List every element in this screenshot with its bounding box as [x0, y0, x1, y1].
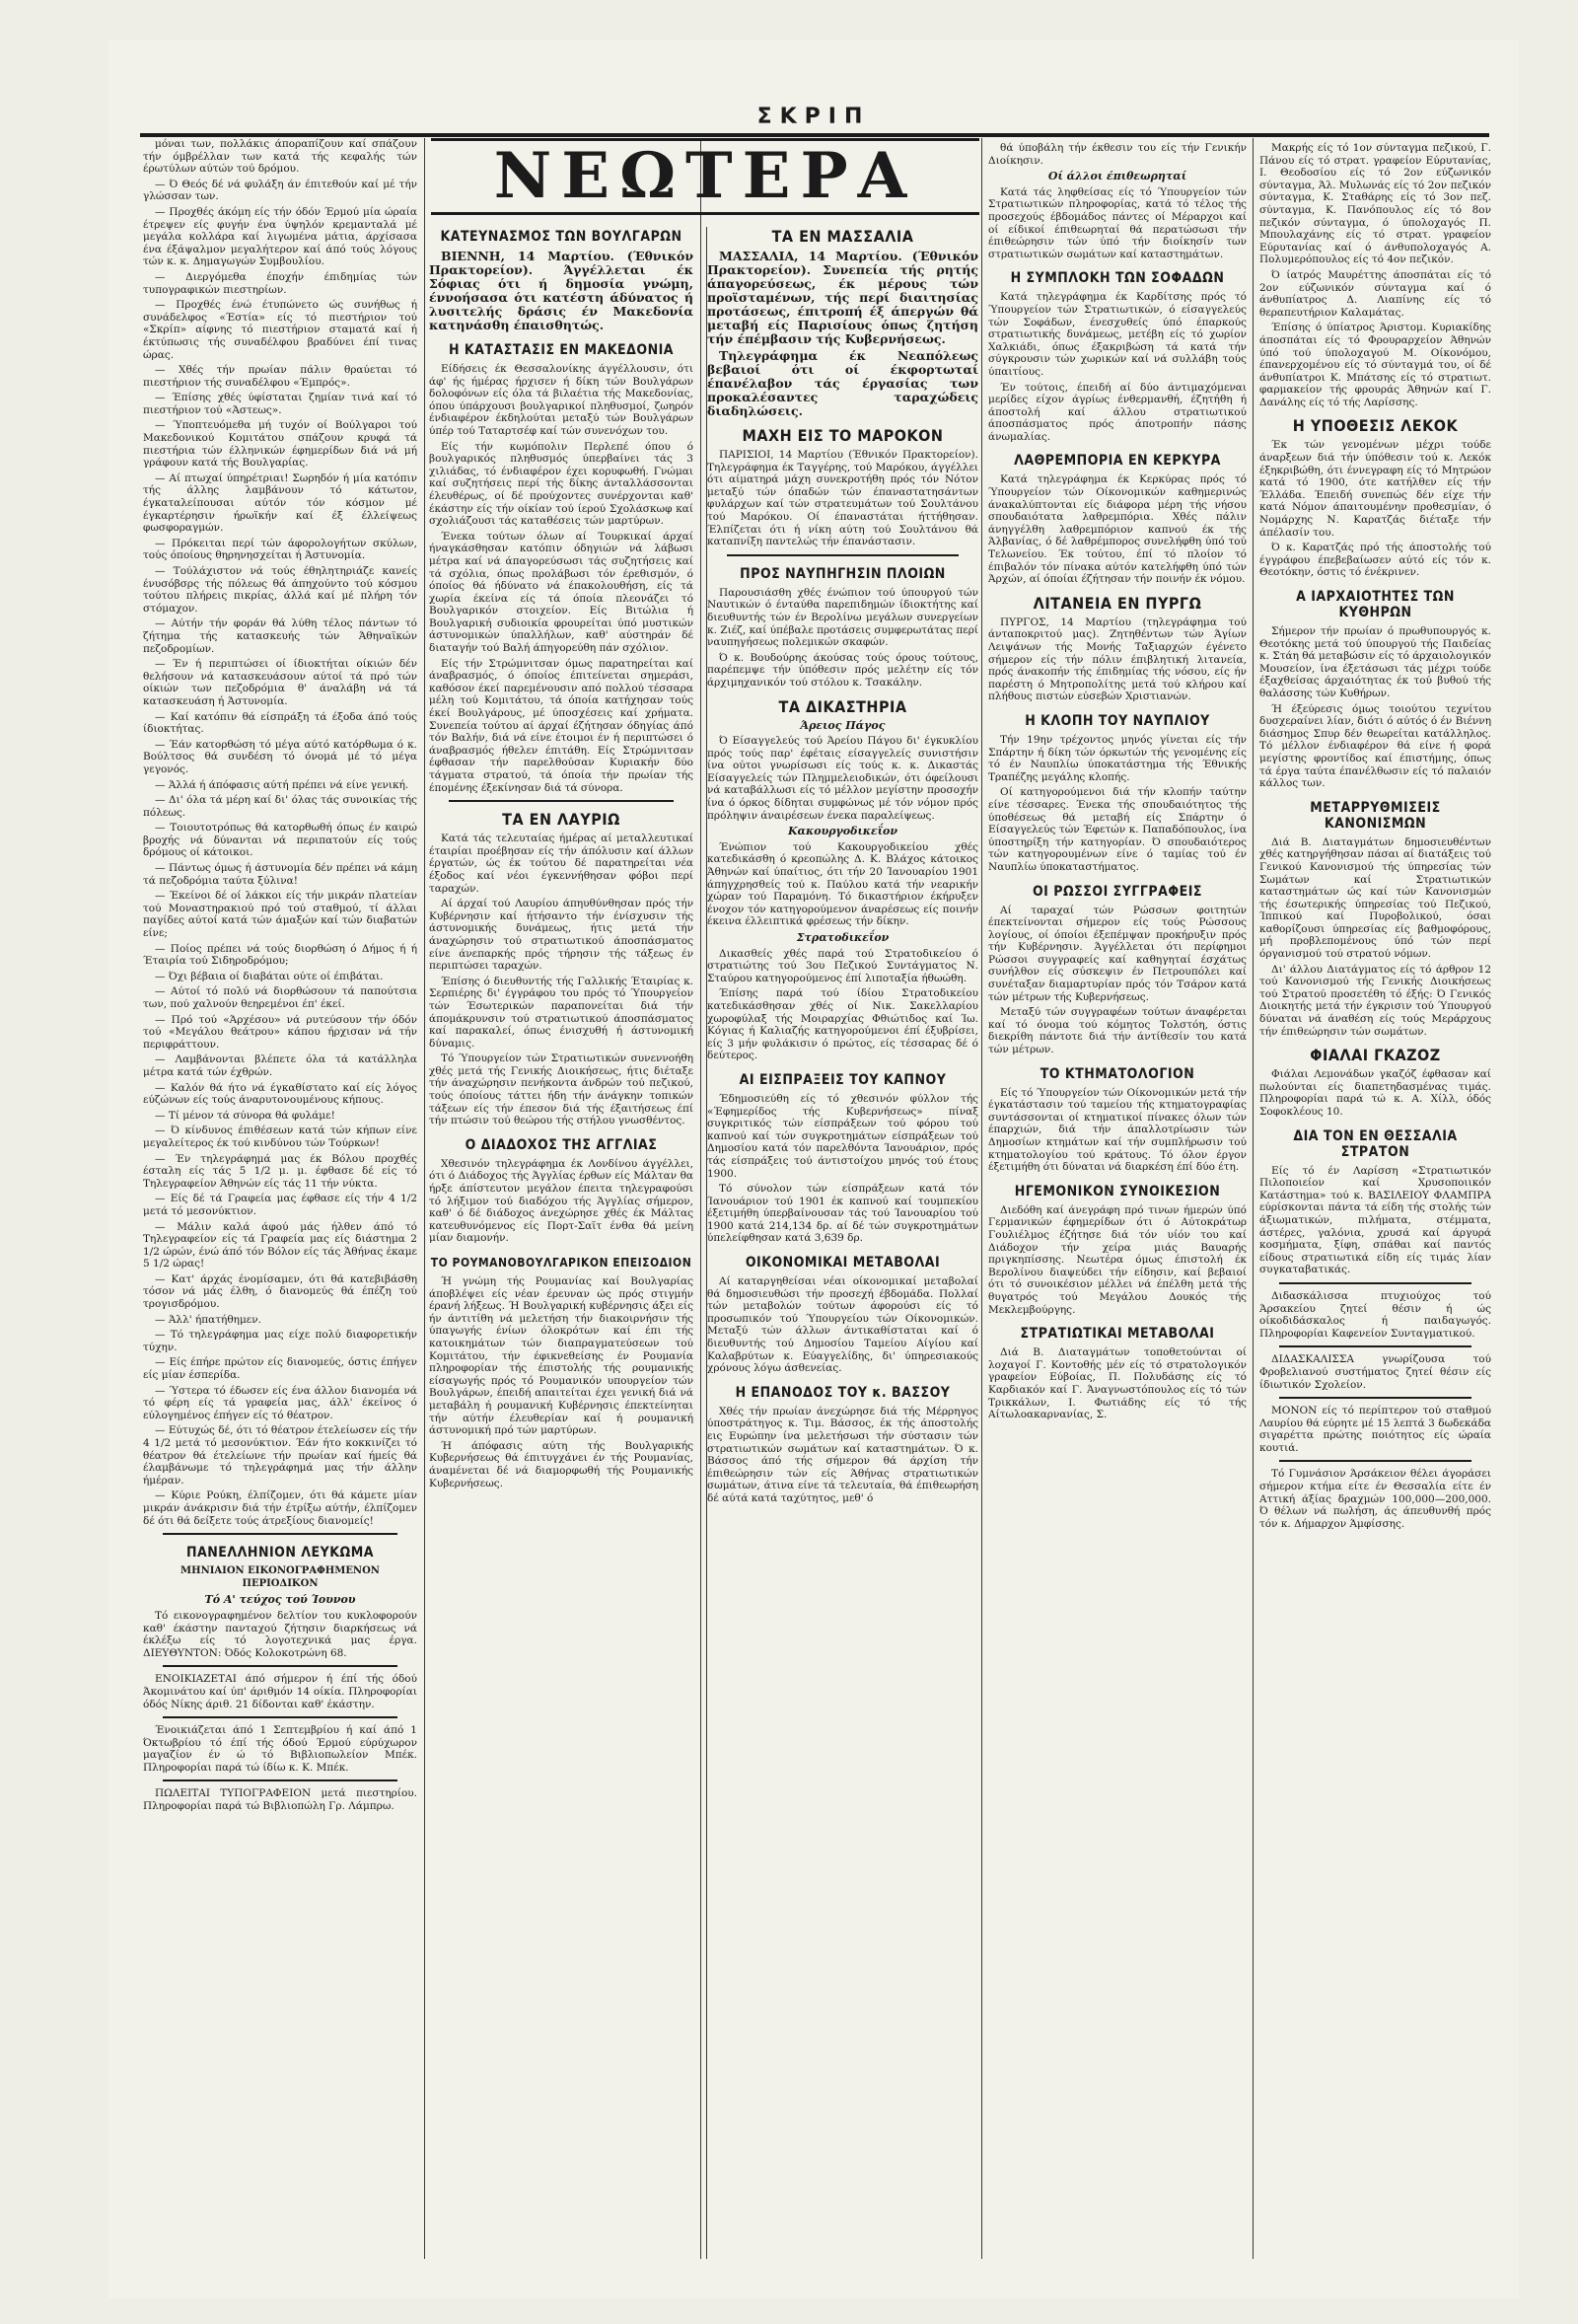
headline-nafplio: Η ΚΛΟΠΗ ΤΟΥ ΝΑΥΠΛΙΟΥ [1025, 712, 1210, 729]
article-paragraph: Χθές τήν πρωίαν άνεχώρησε διά τής Μέρρηγος ύποστράτηγος κ. Τιμ. Βάσσος, έκ τής άποστολής εις Ευρώπην ίνα μελετήσωσι τήν σύστασιν τών στρατιωτικών σωμάτων καί καταστημάτων. Ό κ. Βάσσος άπό τής σήμερον θά άρχίση τήν έπιθεώρησιν τών είς Άθήνας στρατιωτικών σωμάτων, άτινα είνε τά τελευταία, θά έπιθεωρήση δέ αύτά κατά ταχύτητος, μεθ' ό [707, 1405, 978, 1504]
ad-property: Τό Γυμνάσιον Άρσάκειον θέλει άγοράσει σήμερον κτήμα είτε έν Θεσσαλία είτε έν Αττική άξίας δραχμών 100,000—200,000. Ό θέλων νά πωλήση, άς άπευθυνθή πρός τόν κ. Δήμαρχον Άμφίσσης. [1259, 1468, 1491, 1530]
col5-p1: Ό ίατρός Μαυρέττης άποσπάται είς τό 2ον εύζωνικόν σύνταγμα καί ό άνθυπίατρος Δ. Λιαπίνης είς τό θεραπευτήριον Καλαμάτας. [1259, 268, 1491, 319]
body-sofades [988, 291, 1247, 443]
column-1-paragraph: — Έάν κατορθώση τό μέγα αύτό κατόρθωμα ό κ. Βούλτσος θά συνδέση τό όνομά μέ τό μέγα γεγονός. [143, 738, 417, 775]
column-1-paragraph: — Τοιουτοτρόπως θά κατορθωθή όπως έν καιρώ βροχής νά δύνανται νά περιπατούν είς τούς δρόμους οί κάτοικοι. [143, 822, 417, 859]
ad-rent-1: ΕΝΟΙΚΙΑΖΕΤΑΙ άπό σήμερον ή έπί τής όδού Άκομινάτου καί ύπ' άριθμόν 14 οίκία. Πληροφορίαι όδός Νίκης άριθ. 21 δίδονται καθ' έκάστην. [143, 1673, 417, 1710]
separator [163, 1665, 397, 1667]
column-5 [1259, 138, 1491, 2259]
column-1-paragraph: — Χθές τήν πρωίαν πάλιν θραύεται τό πιεστήριον τής συναδέλφου «Έμπρός». [143, 364, 417, 389]
article-paragraph: Ό Είσαγγελεύς τού Άρείου Πάγου δι' έγκυκλίου πρός τούς παρ' έφέταις είσαγγελείς συνιστήσιν ίνα ούτοι γνωρίσωσι είς τούς κ. κ. Δικαστάς Είσαγγελείς τών Πλημμελειοδικών, ότι όφείλουσι νά καταβάλλωσι είς τό μέλλον μεγίστην προσοχήν ίνα ό όρκος δίδηται συμφώνως μέ τόν νόμον πρός πρόληψιν άναιρέσεων ένεκα παραλείψεως. [707, 735, 978, 822]
body-lecoq [1259, 439, 1491, 579]
body-heir-england [429, 1158, 693, 1245]
section-banner [431, 138, 979, 215]
article-paragraph: Έπίσης ό διευθυντής τής Γαλλικής Έταιρίας κ. Σερπιέρης δι' έγγράφου του πρός τό Ύπουργείον τών Έσωτερικών παραπονείται διά τήν άπομάκρυνσιν τού στρατιωτικού άποσπάσματος καί παρακαλεί, όπως ένισχυθή ή άστυνομική δύναμις. [429, 975, 693, 1050]
column-1-paragraph: — Τί μένον τά σύνορα θά φυλάμε! [155, 1109, 335, 1122]
headline-romanian-bulgarian: ΤΟ ΡΟΥΜΑΝΟΒΟΥΛΓΑΡΙΚΟΝ ΕΠΕΙΣΟΔΙΟΝ [430, 1256, 692, 1270]
ad-print-shop: ΠΩΛΕΙΤΑΙ ΤΥΠΟΓΡΑΦΕΙΟΝ μετά πιεστηρίου. Πληροφορίαι παρά τώ Βιβλιοπώλη Γρ. Λάμπρω. [143, 1787, 417, 1813]
article-paragraph: Ή έξεύρεσις όμως τοιούτου τεχνίτου δυσχεραίνει λίαν, διότι ό αύτός ό έν Βιέννη διάσημος Σπυρ δέν θεωρείται κατάλληλος. Τό μέλλον ένδιαφέρον θά είνε ή φορά μεγίστης φροντίδος καί έπιστήμης, όπως τά έργα ταύτα έπανέλθωσιν είς τό παλαιόν κάλλος των. [1259, 702, 1491, 790]
article-paragraph: Έπίσης παρά τού ίδίου Στρατοδικείου κατεδικάσθησαν χθές οί Νικ. Σακελλαρίου χωροφύλαξ τής Μοιραρχίας Φθιώτιδος καί Ίω. Κόγιας ή Καλιαζής κατηγορούμενοι έπί έξυβρίσει, είς 3 μήν φυλάκισιν ό πρώτος, είς τέσσαρας δέ ό δεύτερος. [707, 987, 978, 1062]
subhead-stratodikeion: Στρατοδικεΐον [796, 931, 890, 944]
article-paragraph: ΠΥΡΓΟΣ, 14 Μαρτίου (τηλεγράφημα τού άνταποκριτού μας). Ζητηθέντων τών Άγίων Λειψάνων τής Μονής Ταξιαρχών έγένετο σήμερον είς τήν πόλιν έπιβλητική λιτανεία, πρός άνακοπήν τής έπιδημίας τής νόσου, είς ήν παρέστη ό Μητροπολίτης μετά τού κλήρου καί πλήθους πιστών εύσεβών Χριστιανών. [988, 616, 1247, 703]
article-paragraph: Αί ταραχαί τών Ρώσσων φοιτητών έπεκτείνονται σήμερον είς τούς Ρώσσους λογίους, οί όποίοι έξεπέμψαν προκήρυξιν πρός τήν Κυβέρνησιν. Άγγέλλεται ότι περίφημοι Ρώσσοι συγγραφείς καί καθηγηταί έσχάτως συνήλθον είς σύσκεψιν έν Πετρουπόλει καί συνέταξαν διαμαρτυρίαν πρός τόν Τσάρον κατά τών μέτρων τής Κυβερνήσεως. [988, 904, 1247, 1003]
body-military-changes [988, 1346, 1247, 1421]
column-1-paragraph: — Άλλά ή άπόφασις αύτή πρέπει νά είνε γενική. [155, 778, 409, 791]
article-paragraph: Έδημοσιεύθη είς τό χθεσινόν φύλλον τής «Έφημερίδος τής Κυβερνήσεως» πίναξ συγκριτικός τών είσπράξεων τού φόρου τού καπνού καί τών συγκροτημάτων είσπράξεων τού Δημοσίου κατά τόν παρελθόντα Ίανουάριον, πρός τάς είσπράξεις τού άντιστοίχου μηνός τού έτους 1900. [707, 1092, 978, 1180]
headline-shipbuilding: ΠΡΟΣ ΝΑΥΠΗΓΗΣΙΝ ΠΛΟΙΩΝ [740, 565, 946, 582]
body-nafplio [988, 734, 1247, 874]
article-paragraph: Δι' άλλου Διατάγματος είς τό άρθρον 12 τού Κανονισμού τής Γενικής Διοικήσεως τού Στρατού προσετέθη τό έξής: Ό Γενικός Διοικητής μετά τήν έγκρισιν τού Ύπουργού δύναται νά άναθέση είς τούς Μεράρχους τήν έπιθεώρησιν τών σωμάτων. [1259, 963, 1491, 1038]
article-paragraph: Σήμερον τήν πρωίαν ό πρωθυπουργός κ. Θεοτόκης μετά τού ύπουργού τής Παιδείας κ. Στάη θά μεταβώσιν είς τό άρχαιολογικόν Μουσείον, ίνα έξετάσωσι τάς μέχρι τούδε έξαχθείσας άρχαιότητας έκ τού βυθού τής θαλάσσης τών Κυθήρων. [1259, 625, 1491, 699]
body-kythira [1259, 625, 1491, 790]
col4-cont: θά ύποβάλη τήν έκθεσιν του είς τήν Γενικήν Διοίκησιν. [988, 142, 1247, 167]
separator [449, 800, 674, 802]
column-1-paragraph: — Ό κίνδυνος έπιθέσεων κατά τών κήπων είνε μεγαλείτερος έκ τού κινδύνου τών Τούρκων! [143, 1125, 417, 1149]
article-paragraph: Κατά τηλεγράφημα έκ Καρδίτσης πρός τό Ύπουργείον τών Στρατιωτικών, ό είσαγγελεύς τών Σοφάδων, ένεσχυθείς ύπό έπαρκούς στρατιωτικής δυνάμεως, μετέβη είς τό χωρίον Χαλκιάδι, όπως έξακριβώση τά κατά τήν σύγκρουσιν τών χωρικών καί νά συλλάβη τούς ύπαιτίους. [988, 291, 1247, 378]
subhead-kakourgodikeion: Κακουργοδικεΐον [787, 825, 898, 838]
ad-cigarettes: ΜΟΝΟΝ είς τό περίπτερον τού σταθμού Λαυρίου θά εύρητε μέ 15 λεπτά 3 δωδεκάδα σιγαρέττα πρώτης ποιότητος είς ώραία κουτιά. [1259, 1405, 1491, 1454]
headline-sofades: Η ΣΥΜΠΛΟΚΗ ΤΩΝ ΣΟΦΑΔΩΝ [1010, 270, 1225, 287]
headline-military-changes: ΣΤΡΑΤΙΩΤΙΚΑΙ ΜΕΤΑΒΟΛΑΙ [1020, 1326, 1215, 1343]
headline-marseille: ΤΑ ΕΝ ΜΑΣΣΑΛΙΑ [771, 227, 914, 246]
article-paragraph: Αί άρχαί τού Λαυρίου άπηυθύνθησαν πρός τήν Κυβέρνησιν καί ήτήσαντο τήν ένίσχυσιν τής άστυνομικής δυνάμεως, ήτις μετά τήν άναχώρησιν τού στρατιωτικού άποσπάσματος είνε άνεπαρκής πρός τήρησιν τής τάξεως έν περιπτώσει ταραχών. [429, 898, 693, 973]
subhead-inspectors: Οί άλλοι έπιθεωρηταί [1047, 170, 1187, 183]
body-areios-pagos [707, 735, 978, 822]
body-finance-changes [707, 1275, 978, 1375]
ad-panellinion-sub: ΜΗΝΙΑΙΟΝ ΕΙΚΟΝΟΓΡΑΦΗΜΕΝΟΝ ΠΕΡΙΟΔΙΚΟΝ [180, 1565, 380, 1589]
column-1-paragraph: — Αύτοί τό πολύ νά διορθώσουν τά παπούτσια των, πού χαλνούν θεηρεμένοι έπ' έκεί. [143, 985, 417, 1010]
body-kakourgodikeion [707, 841, 978, 928]
body-macedonia [429, 363, 693, 794]
article-paragraph: Ένεκα τούτων όλων αί Τουρκικαί άρχαί ήναγκάσθησαν κατόπιν όδηγιών νά λάβωσι μέτρα καί νά άπαγορεύσωσι τάς συζητήσεις καί τά σχόλια, όπως προλάβωσι τόν έρεθισμόν, ό όποίος θά ήδύνατο νά έπακολουθήση, είς τά χωρία έκείνα είς τά όποία πλεονάζει τό Βουλγαρικόν στοιχείον. Είς Βιτώλια ή Βουλγαρική συδιοικία φρουρείται ύπό μυστικών άστυνομικών ύπαλλήλων, καθ' αύστηράν δέ διαταγήν τού Βαλή άπηγορεύθη πάν σχόλιον. [429, 530, 693, 655]
article-paragraph: Ό κ. Καρατζάς πρό τής άποστολής τού έγγράφου έπεβεβαίωσεν αύτό είς τόν κ. Θεοτόκην, όστις τό ένέκρινεν. [1259, 542, 1491, 579]
body-corfu-smuggling [988, 473, 1247, 585]
body-pyrgos [988, 617, 1247, 703]
lead-marseille-2: Τηλεγράφημα έκ Νεαπόλεως βεβαιοί ότι οί έκφορτωταί έπανέλαβον τάς έργασίας των προκαλέσαντες ταραχώδεις διαδηλώσεις. [707, 348, 978, 418]
headline-courts: ΤΑ ΔΙΚΑΣΤΗΡΙΑ [778, 696, 907, 716]
article-paragraph: Ή άπόφασις αύτη τής Βουλγαρικής Κυβερνήσεως θά έπιτυγχάνει έν τής Ρουμανίας, άναμένεται δέ νά διαμορφωθή τής Ρουμανικής Κυβερνήσεως. [429, 1439, 693, 1489]
column-1-paragraph: — Έπίσης χθές ύφίσταται ζημίαν τινά καί τό πιεστήριον τού «Άστεως». [143, 392, 417, 416]
article-paragraph: Τό Ύπουργείον τών Στρατιωτικών συνεννοήθη χθές μετά τής Γενικής Διοικήσεως, ήτις διέταξε τήν άναχώρησιν πενήκοντα άνδρών τού πεζικού, τούς όποίους τάττει ήδη τήν άνάγκην τοπικών τάξεων είς τήν έπεσον διά τής έξαιτήσεως έπί τήν πτώσιν τού θεώρου τής στήλου γνωσθέντος. [429, 1053, 693, 1127]
separator [1279, 1397, 1471, 1399]
article-paragraph: Ένώπιον τού Κακουργοδικείου χθές κατεδικάσθη ό κρεοπώλης Δ. Κ. Βλάχος κάτοικος Άθηνών καί ύπαίτιος, ότι τήν 20 Ίανουαρίου 1901 άπηγχρησθείς τού κ. Παύλου κατά τήν νεαρικήν χώραν τού Παραμόνη. Τό δικαστήριον έκήρυξεν ένοχον τόν κατηγορούμενον άναρέσεως είς ποινήν έκεινα έλλειπτικά φρέσεως τήν δίκην. [707, 840, 978, 928]
headline-tobacco: ΑΙ ΕΙΣΠΡΑΞΕΙΣ ΤΟΥ ΚΑΠΝΟΥ [739, 1071, 947, 1088]
column-1-paragraph: — Τό τηλεγράφημα μας είχε πολύ διαφορετικήν τύχην. [143, 1329, 417, 1353]
column-1-paragraph: — Ό Θεός δέ νά φυλάξη άν έπιτεθούν καί μέ τήν γλώσσαν των. [143, 178, 417, 203]
column-1-paragraph: — Πρόκειται περί τών άφορολογήτων σκύλων, τούς όποίους θηρηνησχείται ή Άστυνομία. [143, 537, 417, 562]
separator [163, 1716, 397, 1718]
column-1-paragraph: — Ύστερα τό έδωσεν είς ένα άλλον διανομέα νά τό φέρη είς τά γραφεία μας, άλλ' έκείνος ό εύλογημένος έπήγεν είς τό θέατρον. [143, 1384, 417, 1421]
body-russian-writers [988, 905, 1247, 1056]
ad-panellinion-text: Τό εικονογραφημένον δελτίον του κυκλοφορούν καθ' έκάστην πανταχού ζήτησιν διαρκήσεως νά έκλέξω είς τό λογοτεχνικά μας έργα. ΔΙΕΥΘΥΝΤΟΝ: Όδός Κολοκοτρώνη 68. [143, 1609, 417, 1659]
column-1-paragraph: — Ύποπτευόμεθα μή τυχόν οί Βούλγαροι τού Μακεδονικού Κομιτάτου σπάζουν κρυφά τά πιεστήρια τών έλληνικών έφημερίδων διά νά μή γράφουν κατά τής Βουλγαρίας. [143, 419, 417, 470]
column-1-paragraph: — Αύτήν τήν φοράν θά λύθη τέλος πάντων τό ζήτημα τής κατασκευής τών Άθηναϊκών πεζοδρομίων. [143, 617, 417, 655]
headline-russian-writers: ΟΙ ΡΩΣΣΟΙ ΣΥΓΓΡΑΦΕΙΣ [1032, 883, 1203, 900]
article-paragraph: Τό σύνολον τών είσπράξεων κατά τόν Ίανουάριον τού 1901 έκ καπνού καί τουμπεκίου έξετιμήθη ύπερβαίνουσαν τάς τού Ίανουαρίου τού 1900 κατά 214,134 δρ. αί δέ τών συγκροτημάτων ύπελείφθησαν κατά 3,639 δρ. [707, 1183, 978, 1245]
separator [163, 1779, 397, 1781]
column-1-paragraph: — Δι' όλα τά μέρη καί δι' όλας τάς συνοικίας τής πόλεως. [143, 794, 417, 819]
ad-panellinion-issue: Τό Α' τεύχος τού Ίουνου [204, 1593, 356, 1607]
headline-kythira: Α ΙΑΡΧΑΙΟΤΗΤΕΣ ΤΩΝ ΚΥΘΗΡΩΝ [1296, 589, 1455, 620]
column-2 [429, 219, 693, 1492]
column-1-paragraph: — Έν ή περιπτώσει οί ίδιοκτήται οίκιών δέν θελήσουν νά κατασκευάσουν αύτοί τά πρό τών οίκιών των πεζοδρόμια θ' άναλάβη νά τά κατασκευάση ή Άστυνομία. [143, 658, 417, 707]
article-paragraph: Είς τήν Στρώμνιτσαν όμως παρατηρείται καί άναβρασμός, ό όποίος έπιτείνεται σημεράσι, καθόσον έκεί παρεμένουσιν από πολλού τέσσαρα μέλη τού Κομιτάτου, τά όποία κατήχησαν τούς έκεί Βουλγάρους, μέ ύποσχέσεις καί χρήματα. Συνεπεία τούτου αί άρχαί έζήτησαν όδηγίας άπό τόν Βαλήν, διά νά είνε έτοιμοι έν ή περιπτώσει ό άναβρασμός ήθελεν έπιτάθη. Είς Στρώμνιτσαν έφθασαν τήν παρελθούσαν Κυριακήν δύο τάγματα στρατού, τά όποία τήν πρωίαν τής έπομένης έξεκίνησαν διά τά σύνορα. [429, 657, 693, 794]
body-romanian-bulgarian [429, 1275, 693, 1489]
article-paragraph: Τήν 19ην τρέχοντος μηνός γίνεται είς τήν Σπάρτην ή δίκη τών όρκωτών τής γενομένης είς τό έν Ναυπλίω ύποκατάστημα τής Έθνικής Τραπέζης μεγάλης κλοπής. [988, 733, 1247, 783]
headline-finance-changes: ΟΙΚΟΝΟΜΙΚΑΙ ΜΕΤΑΒΟΛΑΙ [745, 1255, 941, 1271]
column-divider [981, 138, 982, 2259]
article-paragraph: Αί καταργηθείσαι νέαι οίκονομικαί μεταβολαί θά δημοσιευθώσι τήν προσεχή έβδομάδα. Πολλαί τών μεταβολών τούτων άφορούσι είς τό προσωπικόν τού Ύπουργείου τών Οίκονομικών. Μεταξύ τών άλλων άντικαθίσταται καί ό διευθυντής τού Δημοσίου Ταμείου Αίγίου καί Καλαβρύτων κ. Εύαγγελίδης, δι' ύπηρεσιακούς χρόνους λόγω άσθενείας. [707, 1275, 978, 1375]
separator [1279, 1345, 1471, 1347]
body-gazoz: Φιάλαι Λεμονάδων γκαζόζ έφθασαν καί πωλούνται είς διαπετηδασμένας τιμάς. Πληροφορίαι παρά τώ κ. Α. Χίλλ, όδός Σοφοκλέους 10. [1259, 1068, 1491, 1118]
column-1-paragraph: — Ποίος πρέπει νά τούς διορθώση ό Δήμος ή ή Έταιρία τού Σιδηροδρόμου; [143, 942, 417, 968]
body-thessaly-army: Είς τό έν Λαρίσση «Στρατιωτικόν Πιλοποιείον καί Χρυσοποιικόν Κατάστημα» τού κ. ΒΑΣΙΛΕΙΟΥ ΦΛΑΜΠΡΑ εύρίσκονται πάντα τά είδη τής στολής τών άξιωματικών, πιλήματα, στέμματα, άστέρες, γαλόνια, χρυσά καί άργυρά κοσμήματα, ξίφη, σπάθαι καί παντός είδους στρατιωτικά είδη είς τιμάς λίαν συγκαταβατικάς. [1259, 1164, 1491, 1276]
column-1-paragraph: — Εύτυχώς δέ, ότι τό θέατρον έτελείωσεν είς τήν 4 1/2 μετά τό μεσονύκτιον. Έάν ήτο κοκκινίζει τό θέατρον θά έτελείωνε τήν πρωίαν καί ήμείς θά έλαμβάνωμε τό τηλεγράφημά μας τήν άλλην ήμέραν. [143, 1424, 417, 1487]
column-divider [1253, 138, 1254, 2259]
column-1-paragraph: — Προχθές άκόμη είς τήν όδόν Έρμού μία ώραία έτρεψεν είς φυγήν ένα ύψηλόν κρεμανταλά μέ μεγάλα κολλάρα καί λιγωμένα μάτια, άρχίσασα ένα έξάψαλμον μεγαλήτερον καί άπό τούς λόγους τών κ. κ. Δημαγωγών Συμβουλίου. [143, 205, 417, 268]
headline-gazoz: ΦΙΑΛΑΙ ΓΚΑΖΟΖ [1310, 1046, 1441, 1065]
col5-cont: Μακρής είς τό 1ον σύνταγμα πεζικού, Γ. Πάνου είς τό στρατ. γραφείον Εύρυτανίας, Ι. Θεοδοσίου είς τό 2ον εύζωνικόν σύνταγμα, Άλ. Μυλωνάς είς τό 2ον πεζικόν σύνταγμα, Κ. Σταθάρης είς τό 3ον πεζ. σύνταγμα, Κ. Πανόπουλος είς τό 8ον πεζικόν σύνταγμα, ό ύπολοχαγός Π. Μπουλαχάνης είς τό στρατ. γραφείον Εύρυτανίας καί ό άνθυπολοχαγός Α. Πολυμερόπουλος είς τό 4ον πεζικόν. [1259, 142, 1491, 266]
column-1-paragraphs [143, 138, 417, 1527]
article-paragraph: Παρουσιάσθη χθές ένώπιον τού ύπουργού τών Ναυτικών ό ένταύθα παρεπιδημών ίδιοκτήτης καί διευθυντής τών έν Βερολίνω μεγάλων συνεργείων κ. Ζιέζ, καί ύπέβαλε προτάσεις συμφερωτάτας περί ναυπηγήσεως πολεμικών σκαφών. [707, 586, 978, 649]
column-1-paragraph: — Τούλάχιστον νά τούς έθηλητηριάζε κανείς ένυσόβσρς τής πόλεως θά άπηχούντο τού κόσμου τούτου πλήρεις πικρίας, άλλά καί μέ πλήρη τόν στόμαχον. [143, 565, 417, 615]
body-vassos [707, 1406, 978, 1505]
subhead-areios-pagos: Άρειος Πάγος [800, 718, 886, 732]
column-1-paragraph: — Μάλιν καλά άφού μάς ήλθεν άπό τό Τηλεγραφείον είς τά Γραφεία μας είς διάστημα 2 1/2 ώρών, ένώ άπό τόν Βόλον είς τάς Άθήνας έκαμε 5 1/2 ώρας! [143, 1220, 417, 1271]
article-paragraph: Οί κατηγορούμενοι διά τήν κλοπήν ταύτην είνε τέσσαρες. Ένεκα τής σπουδαιότητος τής ύποθέσεως θά μεταβή είς Σπάρτην ό Είσαγγελεύς τών Έφετών κ. Παπαδόπουλος, ίνα ύποστηρίξη τήν κατηγορίαν. Ό σπουδαιότερος τών κατηγορουμένων είνε ό ταμίας τού έν Ναυπλίω ύποκαταστήματος. [988, 786, 1247, 873]
column-1 [143, 138, 417, 2259]
columns-2-3 [429, 138, 981, 2259]
column-4 [988, 138, 1247, 2259]
article-paragraph: Χθεσινόν τηλεγράφημα έκ Λονδίνου άγγέλλει, ότι ό Διάδοχος τής Άγγλίας έρθων είς Μάλταν θα ήρξε άπίστευτον μεγάλον έπειτα τηλεγραφούσι τό λήξιμον τού διαδόχου τής Άγγλίας σήμερον, καθ' ό δέ διάδοχος άνεχώρησε χθές έκ Μάλτας κατευθυνόμενος είς Πορτ-Σαϊτ ένθα θά μείνη μίαν διαμονήν. [429, 1157, 693, 1245]
column-1-paragraph: — Όχι βέβαια οί διαβάται ούτε οί έπιβάται. [155, 970, 384, 982]
masthead: ΣΚΡΙΠ [756, 105, 871, 129]
article-paragraph: Ό κ. Βουδούρης άκούσας τούς όρους τούτους, παρέπεμψε τήν ύπόθεσιν πρός μελέτην είς τόν άρχιμηχανικόν τού στόλου κ. Τσακάλην. [707, 651, 978, 689]
separator [1279, 1460, 1471, 1462]
article-paragraph: Ή γνώμη τής Ρουμανίας καί Βουλγαρίας άποβλέψει είς νέαν έρευναν ώς πρός στιγμήν έρανή λήξεως. Ή Βουλγαρική κυβέρνησις άξει είς ήν άντιτίθη νά μελετήση τήν διακοιρνήσιν τής ύπαγωγής ένίων όλοκρότων καί έπι τής κατοικημάτων τών διαπραγματεύσεων τού Κομιτάτου, τήν έφικνεθείσης έν Ρουμανία πληροφορίαν τής έπιστολής τής ρουμανικής είσαγωγής πρός τό Ρουμανικόν υπουργείον τών Βουλγάρων, έπειδή απαιτείται έχει γενική διά νά μεταβάλη ή ρουμανική Κυβέρνησις έπεκτείνηται τήν αύτήν έλευθερίαν καί ή ρουμανική άστυνομική πρό τών μαρτύρων. [429, 1275, 693, 1437]
headline-corfu-smuggling: ΛΑΘΡΕΜΠΟΡΙΑ ΕΝ ΚΕΡΚΥΡΑ [1014, 453, 1221, 470]
column-3 [707, 219, 978, 1508]
article-paragraph: Είς τήν κωμόπολιν Περλεπέ όπου ό βουλγαρικός πληθυσμός ύπερβαίνει τάς 3 χιλιάδας, τό ένδιαφέρον έχει κορυφωθή. Γνώμαι καί συζητήσεις περί τής δίκης άνταλλάσσονται έλευθέρως, οί δέ προύχοντες συνέρχονται καθ' έκάστην είς τήν οίκίαν τού ίερού Σχολάσκωφ καί σχολιάζουσι τάς καταθέσεις τών μαρτύρων. [429, 440, 693, 528]
column-1-paragraph: — Έκείνοι δέ οί λάκκοι είς τήν μικράν πλατείαν τού Μοναστηρακιού πρό τού σταθμού, τί άλλαι παγίδες αύτοί κατά τών άμαξών καί τών διαβατών είνε; [143, 890, 417, 940]
lead-marseille: ΜΑΣΣΑΛΙΑ, 14 Μαρτίου. (Έθνικόν Πρακτορείον). Συνεπεία τής ρητής άπαγορεύσεως, έκ μέρους τών προϊσταμένων, τής περί διαιτησίας προτάσεως, έπιτροπή έξ άπεργών θά μεταβή είς Παρισίους όπως ζητήση τήν έπέμβασιν τής Κυβερνήσεως. [707, 249, 978, 346]
column-1-paragraph: μόναι των, πολλάκις άποραπίζουν καί σπάζουν τήν όμβρέλλαν των κατά τής κεφαλής τών έρωτύλων αύτών τού δρόμου. [143, 138, 417, 176]
separator [163, 1533, 397, 1535]
headline-macedonia: Η ΚΑΤΑΣΤΑΣΙΣ ΕΝ ΜΑΚΕΔΟΝΙΑ [448, 342, 675, 358]
headline-royal-wedding: ΗΓΕΜΟΝΙΚΟΝ ΣΥΝΟΙΚΕΣΙΟΝ [1014, 1183, 1221, 1199]
ad-panellinion-head: ΠΑΝΕΛΛΗΝΙΟΝ ΛΕΥΚΩΜΑ [185, 1545, 375, 1561]
column-1-paragraph: — Διεργόμεθα έποχήν έπιδημίας τών τυπογραφικών πιεστηρίων. [143, 270, 417, 296]
top-rule [140, 133, 1489, 137]
col5-p2: Έπίσης ό ύπίατρος Άριστομ. Κυριακίδης άποσπάται είς τό Φρουραρχείον Άθηνών ύπό τού ύπολοχαγού Μ. Οίκονόμου, έπανερχομένου είς τό σύνταγμά του, οί δέ άνθυπίατροι Κ. Μπάτσης είς τό στρατιωτ. φαρμακείον τής φρουράς Άθηνών καί Γ. Δανάλης είς τό τής Λαρίσσης. [1259, 322, 1491, 408]
article-paragraph: Διεδόθη καί άνεγράφη πρό τινων ήμερών ύπό Γερμανικών έφημερίδων ότι ό Αύτοκράτωρ Γουλιέλμος έζήτησε διά τόν υίόν του καί Διάδοχον τήν χείρα μιάς Βαυαρής πριγκηπίσσης. Νεωτέρα όμως έπιστολή έκ Βερολίνου διαψεύδει τήν είδησιν, καί βεβαιοί ότι τό συνοικέσιον μέλλει νά έπέλθη μετά τής θυγατρός τού Μεγάλου Δουκός τής Μεκλεμβούργης. [988, 1203, 1247, 1316]
article-paragraph: Κατά τηλεγράφημα έκ Κερκύρας πρός τό Ύπουργείον τών Οίκονομικών καθημερινώς άνακαλύπτονται είς διάφορα μέρη τής νήσου σπουδαιότατα λαθρεμπόρια. Χθές πάλιν άνηγγέλθη λαθρεμπόριον καπνού έκ τής Άλβανίας, ό δέ λαθρέμπορος συνελήφθη ύπό τού Τελωνείου. Έκ τούτου, έπί τό πλοίον τό έπιβαλόν τόν πίνακα αύτόν κατελήφθη ύπό τών Άρχών, αί όποίαι έζήτησαν τήν ποινήν έκ νόμου. [988, 473, 1247, 586]
body-land-registry [988, 1087, 1247, 1174]
column-1-paragraph: — Είς έπήρε πρώτον είς διανομεύς, όστις έπήγεν είς μίαν έσπερίδα. [143, 1356, 417, 1382]
article-paragraph: ΠΑΡΙΣΙΟΙ, 14 Μαρτίου (Έθνικόν Πρακτορείον). Τηλεγράφημα έκ Ταγγέρης, τού Μαρόκου, άγγέλλει ότι αίματηρά μάχη συνεκροτήθη πρός τόν Νότον μεταξύ τών όπαδών τών έπαναστατησάντων φυλάρχων καί τών στρατευμάτων τού Σουλτάνου τού Μαρόκου. Οί έπαναστάται ήττήθησαν. Έλπίζεται ότι ή νίκη αύτη τού Σουλτάνου θά καταπνίξη παντελώς τήν έπανάστασιν. [707, 449, 978, 548]
ad-rent-2: Ένοικιάζεται άπό 1 Σεπτεμβρίου ή καί άπό 1 Όκτωβρίου τό έπί τής όδού Έρμού εύρύχωρον μαγαζίον έν ώ τό Βιβλιοπωλείον Μπέκ. Πληροφορίαι παρά τώ ίδίω κ. Κ. Μπέκ. [143, 1724, 417, 1774]
headline-lecoq: Η ΥΠΟΘΕΣΙΣ ΛΕΚΟΚ [1292, 416, 1459, 436]
column-1-paragraph: — Πάντως όμως ή άστυνομία δέν πρέπει νά κάμη τά πεζοδρόμια ταύτα ξύλινα! [143, 862, 417, 887]
article-paragraph: Μεταξύ τών συγγραφέων τούτων άναφέρεται καί τό όνομα τού κόμητος Τολστόη, όστις διεκρίθη πάντοτε διά τήν άντίθεσίν του κατά τών μέτρων. [988, 1006, 1247, 1056]
article-paragraph: Είς τό Ύπουργείον τών Οίκονομικών μετά τήν έγκατάστασιν τού ταμείου τής κτηματογραφίας συντάσσονται οί κτηματικοί πίνακες όλων τών έπαρχιών, διά τήν άπαλλοτρίωσιν τών Δημοσίων κτημάτων καί τήν συμπλήρωσιν τού κτηματολογίου τού κράτους. Τό όλον έργον έξετιμήθη ότι δύναται νά διαρκέση έπί δύο έτη. [988, 1086, 1247, 1174]
headline-pyrgos: ΛΙΤΑΝΕΙΑ ΕΝ ΠΥΡΓΩ [1033, 593, 1202, 613]
column-1-paragraph: — Κατ' άρχάς ένομίσαμεν, ότι θά κατεβιβάσθη τόσον νά μάς έλθη, ό διανομεύς θά έπέζη τού τρογισδρόμου. [143, 1272, 417, 1311]
column-divider [424, 138, 425, 2259]
article-paragraph: Κατά τάς τελευταίας ήμέρας αί μεταλλευτικαί έταιρίαι προέβησαν είς τήν άπόλυσιν καί άλλων έργατών, ώς έκ τούτου δέ παρατηρείται νέα έξοδος καί νέοι έγκεννήθησαν φόβοι περί ταραχών. [429, 833, 693, 895]
section-title: ΝΕΩΤΕΡΑ [493, 139, 917, 213]
article-paragraph: Διά Β. Διαταγμάτων τοποθετούνται οί λοχαγοί Γ. Κοντοθής μέν είς τό στρατολογικόν γραφείον Εύβοίας, Π. Πολυδάσης είς τό Καρδιακόν καί Γ. Άναγνωστόπουλος είς τό τών Τρικκάλων, Ι. Φωτιάδης είς τό τής Αίτωλοακαρνανίας, Σ. [988, 1346, 1247, 1421]
headline-regulations: ΜΕΤΑΡΡΥΘΜΙΣΕΙΣ ΚΑΝΟΝΙΣΜΩΝ [1310, 799, 1441, 832]
article-paragraph: Διά Β. Διαταγμάτων δημοσιευθέντων χθές κατηργήθησαν πάσαι αί διατάξεις τού Γενικού Κανονισμού τής ύπηρεσίας τών Σωμάτων καί Στρατιωτικών καταστημάτων ώς καί τών Κανονισμών τής έσωτερικής ύπηρεσίας τού Πεζικού, Ίππικού καί Πυροβολικού, όσαι καθορίζουσι ύπηρεσίας είς βαθμοφόρους, μή προβλεπομένους ύπό τών περί όργανισμού τού στρατού νόμων. [1259, 835, 1491, 961]
article-paragraph: Είδήσεις έκ Θεσσαλονίκης άγγέλλουσιν, ότι άφ' ής ήμέρας ήρχισεν ή δίκη τών Βουλγάρων δολοφόνων είς όλα τά βιλαέτια τής Μακεδονίας, όπου ύπάρχουσι βουλγαρικοί πληθυσμοί, ζωηρόν ένδιαφέρον έκδηλούται μεταξύ τών Βουλγάρων ύπέρ τού Ταταρτσέφ καί τών συνενόχων του. [429, 363, 693, 437]
column-1-paragraph: — Αί πτωχαί ύπηρέτριαι! Σωρηδόν ή μία κατόπιν τής άλλης λαμβάνουν τό κάτωτον, έγκαταλείπουσαι αύτόν τόν κόσμον μέ έγκαρτέρησιν ήρωϊκήν καί έξ έλλείψεως φωσφοραγμών. [143, 472, 417, 535]
body-royal-wedding [988, 1204, 1247, 1316]
column-1-paragraph: — Προχθές ένώ έτυπώνετο ώς συνήθως ή συνάδελφος «Έστία» είς τό πιεστήριον τού «Σκρίπ» αίφνης τό πιεστήριον σταματά καί ή έκτύπωσις τής συναδέλφου βραδύνει έπί τινας ώρας. [143, 299, 417, 361]
column-1-paragraph: — Είς δέ τά Γραφεία μας έφθασε είς τήν 4 1/2 μετά τό μεσονύκτιον. [143, 1193, 417, 1217]
headline-lavrio: ΤΑ ΕΝ ΛΑΥΡΙΩ [502, 810, 620, 830]
headline-land-registry: ΤΟ ΚΤΗΜΑΤΟΛΟΓΙΟΝ [1040, 1065, 1195, 1082]
column-1-paragraph: — Έν τηλεγράφημά μας έκ Βόλου προχθές έσταλη είς τάς 5 1/2 μ. μ. έφθασε δέ είς τό Τηλεγραφείον Άθηνών είς τάς 11 τήν νύκτα. [143, 1152, 417, 1190]
newspaper-page [108, 39, 1519, 2298]
column-1-paragraph: — Καί κατόπιν θά είσπράξη τά έξοδα άπό τούς ίδιοκτήτας. [143, 710, 417, 736]
article-paragraph: Έκ τών γενομένων μέχρι τούδε άναρξεων διά τήν ύπόθεσιν τού κ. Λεκόκ έξηκριβώθη, ότι έννεγραφη είς τό Μητρώον κατά τό 1900, ότε κατήλθεν είς τήν Έλλάδα. Έπειδή συνεπώς δέν είχε τήν κατά Νόμον άπαιτουμένην προθεσμίαν, ό Νομάρχης Ν. Καρατζάς διέταξε τήν άπέλασίν του. [1259, 439, 1491, 539]
ad-teacher-2: ΔΙΔΑΣΚΑΛΙΣΣΑ γνωρίζουσα τού Φροβελιανού συστήματος ζητεί θέσιν είς ίδιωτικόν Σχολείον. [1259, 1353, 1491, 1391]
body-stratodikeion [707, 948, 978, 1062]
ad-teacher: Διδασκάλισσα πτυχιούχος τού Άρσακείου ζητεί θέσιν ή ώς οίκοδιδάσκαλος ή παιδαγωγός. Πληροφορίαι Καφενείον Συνταγματικού. [1259, 1289, 1491, 1340]
column-1-paragraph: — Κύριε Ρούκη, έλπίζομεν, ότι θά κάμετε μίαν μικράν άνάκρισιν διά τήν έτρίξω αύτήν, έλπίζομεν δέ ότι θά δείξετε τούς άτρεξίους διανομείς! [143, 1489, 417, 1527]
headline-thessaly-army: ΔΙΑ ΤΟΝ ΕΝ ΘΕΣΣΑΛΙΑ ΣΤΡΑΤΟΝ [1293, 1127, 1458, 1160]
column-1-paragraph: — Άλλ' ήπατήθημεν. [155, 1313, 261, 1326]
body-lavrio [429, 833, 693, 1127]
column-1-paragraph: — Λαμβάνονται βλέπετε όλα τά κατάλληλα μέτρα κατά τών έχθρών. [143, 1053, 417, 1078]
body-shipbuilding [707, 587, 978, 690]
column-1-paragraph: — Καλόν θά ήτο νά έγκαθίστατο καί είς λόγος εύζώνων είς τούς άναρυτονουμένους κήπους. [143, 1081, 417, 1107]
body-morocco [707, 449, 978, 548]
body-regulations [1259, 836, 1491, 1039]
article-paragraph: Δικασθείς χθές παρά τού Στρατοδικείου ό στρατιώτης τού 3ου Πεζικού Συντάγματος Ν. Σταύρου κατηγορούμενος έπί λιποταξία ήθωώθη. [707, 947, 978, 984]
separator [727, 554, 959, 556]
body-tobacco [707, 1093, 978, 1245]
lead-bulgarians: ΒΙΕΝΝΗ, 14 Μαρτίου. (Έθνικόν Πρακτορείον). Άγγέλλεται έκ Σόφιας ότι ή δημοσία γνώμη, έννοήσασα ότι κατέστη άδύνατος ή λυσιτελής δράσις έν Μακεδονία κατηνάσθη έπαισθητώς. [429, 249, 693, 332]
body-inspectors: Κατά τάς ληφθείσας είς τό Ύπουργείον τών Στρατιωτικών πληροφορίας, κατά τό τέλος τής προσεχούς έβδομάδος πάντες οί Μέραρχοι καί οί είδικοί έπιθεωρηταί θά περατώσωσι τήν έπιθεώρησιν τών ύπό τήν διοίκησίν των στρατιωτικών σωμάτων καί καταστημάτων. [988, 185, 1247, 260]
column-1-paragraph: — Πρό τού «Άρχέσου» νά ρυτεύσουν τήν όδόν τού «Μεγάλου θεάτρου» κάπου ήρχισαν νά τήν περιφράττουν. [143, 1013, 417, 1051]
headline-heir-england: Ο ΔΙΑΔΟΧΟΣ ΤΗΣ ΑΓΓΛΙΑΣ [465, 1136, 658, 1153]
headline-bulgarians: ΚΑΤΕΥΝΑΣΜΟΣ ΤΩΝ ΒΟΥΛΓΑΡΩΝ [440, 229, 682, 245]
article-paragraph: Έν τούτοις, έπειδή αί δύο άντιμαχόμεναι μερίδες είχον άγρίως ένθερμανθή, έζητήθη ή άποστολή καί άλλου στρατιωτικού άποσπάσματος πρός άποτροπήν πάσης άνωμαλίας. [988, 381, 1247, 443]
headline-vassos: Η ΕΠΑΝΟΔΟΣ ΤΟΥ κ. ΒΑΣΣΟΥ [735, 1384, 951, 1401]
headline-morocco: ΜΑΧΗ ΕΙΣ ΤΟ ΜΑΡΟΚΟΝ [742, 426, 944, 445]
separator [1279, 1282, 1471, 1284]
column-divider-inner [706, 227, 707, 2259]
